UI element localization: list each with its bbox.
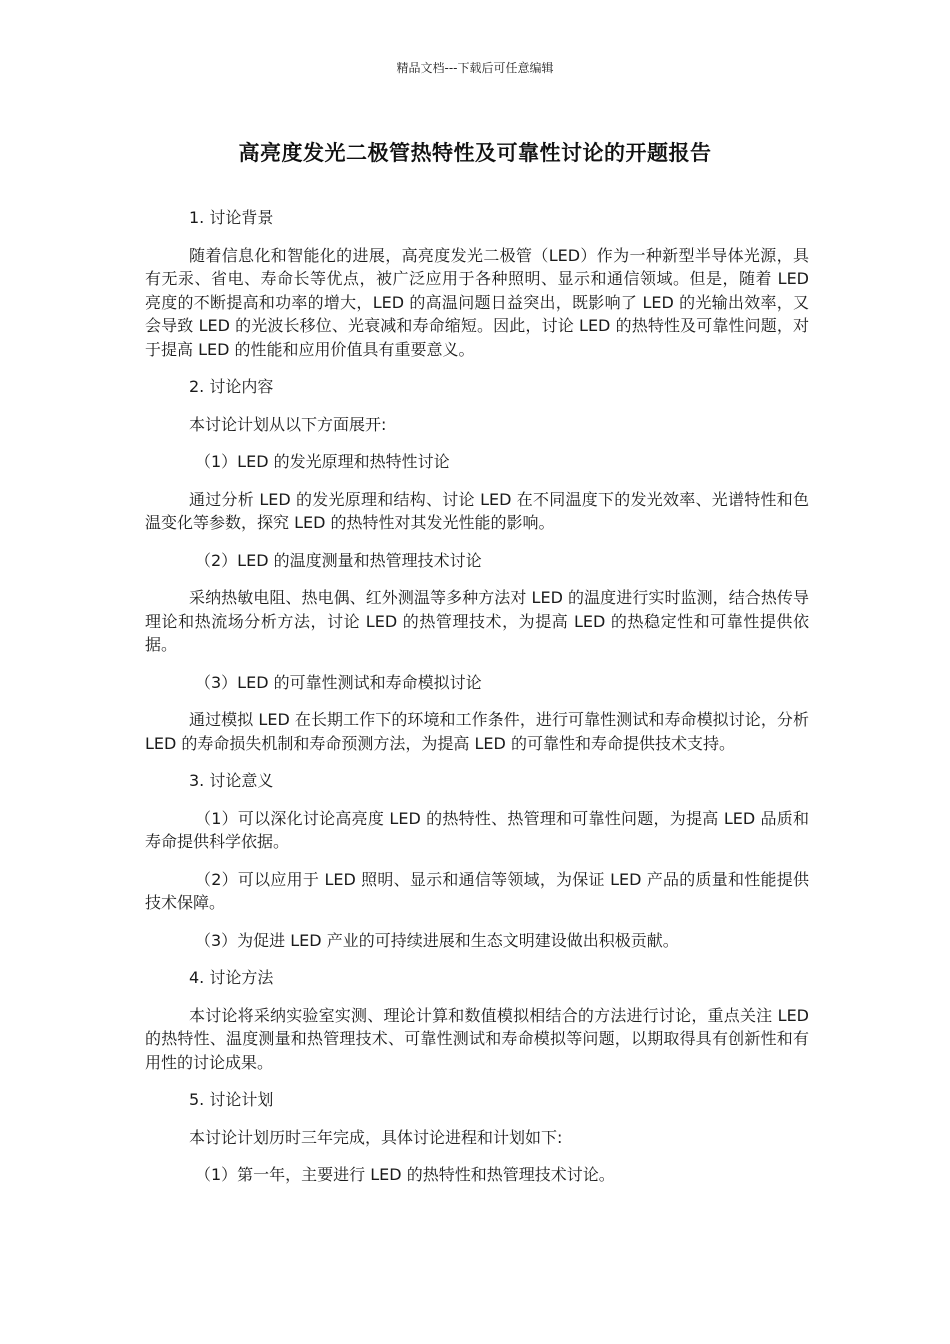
section-heading-plan: 5. 讨论计划 (189, 1090, 274, 1109)
plan-item-1: （1）第一年，主要进行 LED 的热特性和热管理技术讨论。 (195, 1165, 615, 1184)
document-body (145, 206, 809, 1201)
page-header: 精品文档---下载后可任意编辑 (396, 61, 554, 75)
content-item-1-title: （1）LED 的发光原理和热特性讨论 (195, 452, 450, 471)
significance-item-3: （3）为促进 LED 产业的可持续进展和生态文明建设做出积极贡献。 (195, 930, 679, 950)
document-title: 高亮度发光二极管热特性及可靠性讨论的开题报告 (238, 141, 712, 165)
content-item-1-paragraph: 通过分析 LED 的发光原理和结构、讨论 LED 在不同温度下的发光效率、光谱特性和色温变化等参数，探究 LED 的热特性对其发光性能的影响。 (145, 489, 809, 532)
plan-intro: 本讨论计划历时三年完成，具体讨论进程和计划如下: (189, 1127, 563, 1147)
section-heading-background: 1. 讨论背景 (189, 208, 274, 227)
section-heading-content: 2. 讨论内容 (189, 377, 274, 396)
background-paragraph: 随着信息化和智能化的进展，高亮度发光二极管（LED）作为一种新型半导体光源，具有无汞、省电、寿命长等优点，被广泛应用于各种照明、显示和通信领域。但是，随着 LED 亮度的不断提高和功率的增大，LED 的高温问题日益突出，既影响了 LED 的光输出效率，又会导致 LED 的光波长移位、光衰减和寿命缩短。因此，讨论 LED 的热特性及可靠性问题，对于提高 LED 的性能和应用价值具有重要意义。 (145, 245, 809, 359)
significance-item-1: （1）可以深化讨论高亮度 LED 的热特性、热管理和可靠性问题，为提高 LED 品质和寿命提供科学依据。 (145, 808, 809, 851)
content-item-3-paragraph: 通过模拟 LED 在长期工作下的环境和工作条件，进行可靠性测试和寿命模拟讨论，分析 LED 的寿命损失机制和寿命预测方法，为提高 LED 的可靠性和寿命提供技术支持。 (145, 710, 809, 753)
content-item-2-paragraph: 采纳热敏电阻、热电偶、红外测温等多种方法对 LED 的温度进行实时监测，结合热传导理论和热流场分析方法，讨论 LED 的热管理技术，为提高 LED 的热稳定性和可靠性提供依据。 (145, 588, 809, 654)
content-intro: 本讨论计划从以下方面展开: (189, 414, 387, 434)
content-item-2-title: （2）LED 的温度测量和热管理技术讨论 (195, 550, 482, 570)
significance-item-2: （2）可以应用于 LED 照明、显示和通信等领域，为保证 LED 产品的质量和性能提供技术保障。 (145, 869, 809, 912)
section-heading-significance: 3. 讨论意义 (189, 771, 274, 790)
method-paragraph: 本讨论将采纳实验室实测、理论计算和数值模拟相结合的方法进行讨论，重点关注 LED 的热特性、温度测量和热管理技术、可靠性测试和寿命模拟等问题，以期取得具有创新性和有用性的讨论成果。 (145, 1005, 809, 1072)
content-item-3-title: （3）LED 的可靠性测试和寿命模拟讨论 (195, 672, 482, 692)
section-heading-method: 4. 讨论方法 (189, 968, 274, 987)
